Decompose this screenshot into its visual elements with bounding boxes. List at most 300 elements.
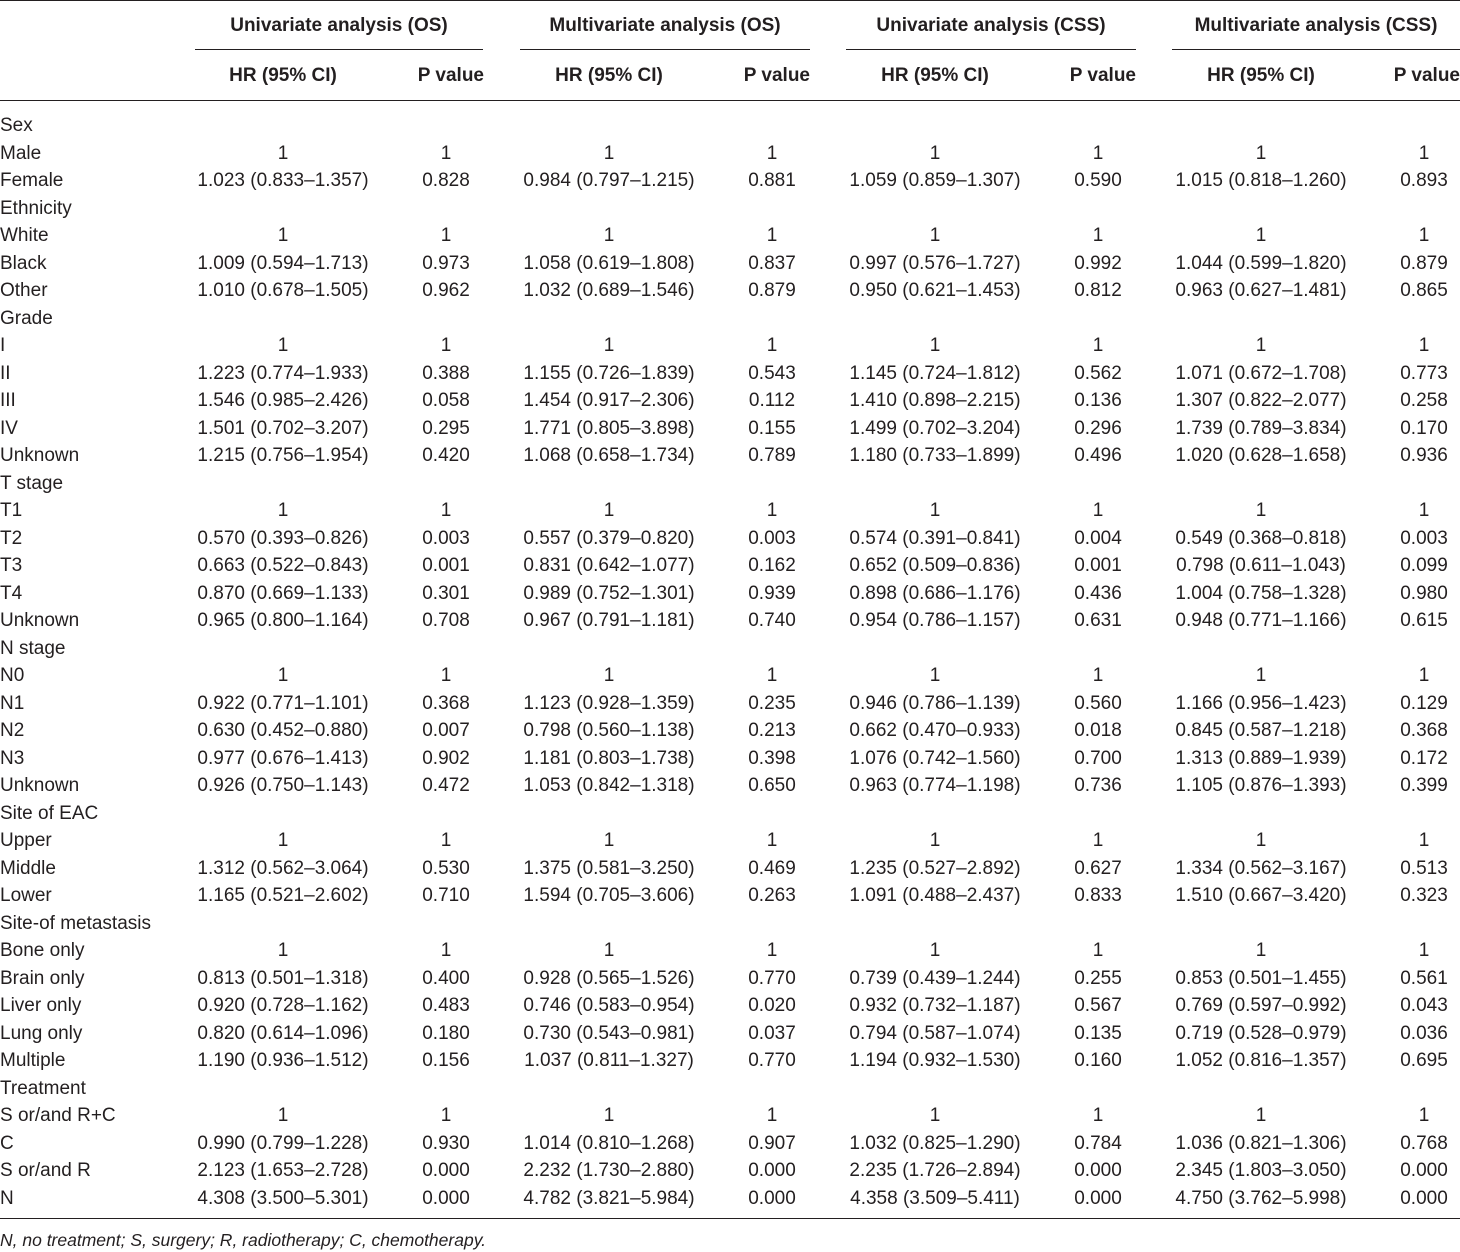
- table-row: [0, 497, 1460, 525]
- p-value-cell: 0.323: [1400, 885, 1448, 906]
- p-value-cell: 1: [440, 335, 452, 356]
- hr-cell: 1.194 (0.932–1.530): [849, 1050, 1021, 1071]
- p-value-cell: 0.388: [422, 362, 470, 384]
- row-label: Unknown: [0, 610, 80, 631]
- p-value-cell: 1: [440, 142, 452, 164]
- p-value-cell: 0.398: [748, 747, 796, 769]
- col-header-hr-2: HR (95% CI): [555, 65, 663, 86]
- hr-cell: 1: [1255, 1105, 1267, 1126]
- row-label: Upper: [0, 830, 52, 851]
- p-value-cell: 0.837: [748, 252, 796, 274]
- p-value-cell: 0.562: [1074, 362, 1122, 384]
- section-row: [0, 910, 1460, 938]
- hr-cell: 1.032 (0.825–1.290): [849, 1132, 1021, 1154]
- group-underline-multivariate-css: [1172, 49, 1460, 50]
- p-value-cell: 0.001: [1074, 555, 1122, 576]
- table-footnote: N, no treatment; S, surgery; R, radiotherapy; C, chemotherapy.: [0, 1230, 487, 1250]
- p-value-cell: 0.129: [1400, 692, 1448, 714]
- p-value-cell: 0.590: [1074, 170, 1122, 191]
- p-value-cell: 0.399: [1400, 775, 1448, 796]
- hr-cell: 1.023 (0.833–1.357): [197, 170, 369, 191]
- hr-cell: 1.010 (0.678–1.505): [197, 280, 369, 301]
- row-label: Black: [0, 252, 47, 274]
- p-value-cell: 1: [1418, 500, 1430, 521]
- hr-cell: 1: [603, 142, 615, 164]
- group-underline-univariate-os: [195, 49, 483, 50]
- p-value-cell: 1: [1418, 1105, 1430, 1126]
- p-value-cell: 0.172: [1400, 747, 1448, 769]
- hr-cell: 4.750 (3.762–5.998): [1175, 1187, 1347, 1209]
- table-row: [0, 882, 1460, 910]
- hr-cell: 0.984 (0.797–1.215): [523, 170, 695, 191]
- hr-cell: 1.058 (0.619–1.808): [523, 252, 695, 274]
- table-row: [0, 937, 1460, 965]
- table-row: [0, 580, 1460, 608]
- hr-cell: 1: [929, 940, 941, 961]
- p-value-cell: 0.812: [1074, 280, 1122, 301]
- row-label: White: [0, 225, 49, 246]
- hr-cell: 1.307 (0.822–2.077): [1175, 390, 1347, 411]
- p-value-cell: 0.301: [422, 582, 470, 604]
- hr-cell: 1: [1255, 665, 1267, 686]
- hr-cell: 0.746 (0.583–0.954): [523, 995, 695, 1016]
- p-value-cell: 1: [1418, 142, 1430, 164]
- hr-cell: 0.965 (0.800–1.164): [197, 610, 369, 631]
- row-label: Middle: [0, 857, 56, 879]
- hr-cell: 1.223 (0.774–1.933): [197, 362, 369, 384]
- hr-cell: 0.989 (0.752–1.301): [523, 582, 695, 604]
- hr-cell: 1.032 (0.689–1.546): [523, 280, 695, 301]
- row-label: Other: [0, 280, 48, 301]
- section-label: Treatment: [0, 1077, 86, 1099]
- table-row: [0, 662, 1460, 690]
- hr-cell: 0.813 (0.501–1.318): [197, 967, 369, 989]
- hr-cell: 2.235 (1.726–2.894): [849, 1160, 1021, 1181]
- row-label: III: [0, 390, 16, 411]
- hr-cell: 1: [603, 335, 615, 356]
- p-value-cell: 0.368: [422, 692, 470, 714]
- hr-cell: 1.739 (0.789–3.834): [1175, 417, 1347, 439]
- p-value-cell: 0.530: [422, 857, 470, 879]
- hr-cell: 0.963 (0.774–1.198): [849, 775, 1021, 796]
- p-value-cell: 0.000: [422, 1160, 470, 1181]
- p-value-cell: 1: [766, 500, 778, 521]
- table-row: [0, 332, 1460, 360]
- table-row: [0, 1157, 1460, 1185]
- p-value-cell: 1: [1418, 225, 1430, 246]
- row-label: Unknown: [0, 775, 80, 796]
- hr-cell: 1: [277, 830, 289, 851]
- hr-cell: 1.052 (0.816–1.357): [1175, 1050, 1347, 1071]
- hr-cell: 1.145 (0.724–1.812): [849, 362, 1021, 384]
- section-row: [0, 112, 1460, 140]
- hr-cell: 1: [603, 665, 615, 686]
- hr-cell: 1.105 (0.876–1.393): [1175, 775, 1347, 796]
- p-value-cell: 0.879: [748, 280, 796, 301]
- row-label: Male: [0, 142, 42, 164]
- p-value-cell: 1: [440, 940, 452, 961]
- p-value-cell: 0.561: [1400, 967, 1448, 989]
- p-value-cell: 0.036: [1400, 1022, 1448, 1044]
- p-value-cell: 0.235: [748, 692, 796, 714]
- col-header-p-1: P value: [417, 65, 484, 86]
- p-value-cell: 1: [766, 665, 778, 686]
- hr-cell: 0.977 (0.676–1.413): [197, 747, 369, 769]
- col-header-hr-3: HR (95% CI): [881, 65, 989, 86]
- table-row: [0, 222, 1460, 250]
- p-value-cell: 0.710: [422, 885, 470, 906]
- section-row: [0, 800, 1460, 828]
- table-row: [0, 525, 1460, 553]
- hr-cell: 0.898 (0.686–1.176): [849, 582, 1021, 604]
- table-top-rule: [0, 0, 1460, 1]
- hr-cell: 1.091 (0.488–2.437): [849, 885, 1021, 906]
- col-header-hr-1: HR (95% CI): [229, 65, 337, 86]
- p-value-cell: 0.007: [422, 720, 470, 741]
- p-value-cell: 0.400: [422, 967, 470, 989]
- p-value-cell: 0.513: [1400, 857, 1448, 879]
- p-value-cell: 0.700: [1074, 747, 1122, 769]
- p-value-cell: 1: [766, 335, 778, 356]
- table-row: [0, 1102, 1460, 1130]
- hr-cell: 1: [1255, 940, 1267, 961]
- hr-cell: 0.570 (0.393–0.826): [197, 527, 369, 549]
- p-value-cell: 0.902: [422, 747, 470, 769]
- hr-cell: 0.997 (0.576–1.727): [849, 252, 1021, 274]
- hr-cell: 0.928 (0.565–1.526): [523, 967, 695, 989]
- section-row: [0, 635, 1460, 663]
- table-row: [0, 140, 1460, 168]
- p-value-cell: 0.708: [422, 610, 470, 631]
- group-header-univariate-os: Univariate analysis (OS): [230, 15, 448, 36]
- row-label: N1: [0, 692, 25, 714]
- row-label: N2: [0, 720, 25, 741]
- hr-cell: 1: [603, 1105, 615, 1126]
- p-value-cell: 1: [1092, 1105, 1104, 1126]
- p-value-cell: 0.543: [748, 362, 796, 384]
- hr-cell: 0.845 (0.587–1.218): [1175, 720, 1347, 741]
- p-value-cell: 0.768: [1400, 1132, 1448, 1154]
- p-value-cell: 0.170: [1400, 417, 1448, 439]
- p-value-cell: 0.483: [422, 995, 470, 1016]
- hr-cell: 1: [603, 940, 615, 961]
- hr-cell: 0.739 (0.439–1.244): [849, 967, 1021, 989]
- p-value-cell: 1: [1418, 335, 1430, 356]
- table-body: [0, 112, 1460, 1212]
- hr-cell: 1.037 (0.811–1.327): [524, 1050, 694, 1071]
- hr-cell: 1: [929, 225, 941, 246]
- hr-cell: 0.794 (0.587–1.074): [849, 1022, 1021, 1044]
- row-label: Lower: [0, 885, 52, 906]
- table-row: [0, 1047, 1460, 1075]
- p-value-cell: 1: [1092, 225, 1104, 246]
- p-value-cell: 0.368: [1400, 720, 1448, 741]
- section-label: Site-of metastasis: [0, 912, 151, 934]
- hr-cell: 0.853 (0.501–1.455): [1175, 967, 1347, 989]
- hr-cell: 1: [929, 1105, 941, 1126]
- table-row: [0, 992, 1460, 1020]
- hr-cell: 1: [603, 500, 615, 521]
- p-value-cell: 0.980: [1400, 582, 1448, 604]
- hr-cell: 0.831 (0.642–1.077): [523, 555, 695, 576]
- section-row: [0, 1075, 1460, 1103]
- hr-cell: 1: [1255, 500, 1267, 521]
- section-label: Ethnicity: [0, 197, 72, 219]
- p-value-cell: 1: [1418, 830, 1430, 851]
- hr-cell: 0.990 (0.799–1.228): [197, 1132, 369, 1154]
- hr-cell: 1: [277, 500, 289, 521]
- hr-cell: 1.215 (0.756–1.954): [197, 445, 369, 466]
- p-value-cell: 0.420: [422, 445, 470, 466]
- p-value-cell: 0.865: [1400, 280, 1448, 301]
- section-label: Sex: [0, 115, 33, 136]
- p-value-cell: 0.469: [748, 857, 796, 879]
- hr-cell: 1: [929, 500, 941, 521]
- hr-cell: 0.730 (0.543–0.981): [523, 1022, 695, 1044]
- hr-cell: 4.358 (3.509–5.411): [850, 1187, 1020, 1209]
- p-value-cell: 0.001: [422, 555, 470, 576]
- p-value-cell: 1: [1092, 142, 1104, 164]
- row-label: S or/and R: [0, 1160, 91, 1181]
- table-row: [0, 717, 1460, 745]
- p-value-cell: 0.615: [1400, 610, 1448, 631]
- p-value-cell: 0.939: [748, 582, 796, 604]
- group-header-multivariate-os: Multivariate analysis (OS): [549, 15, 781, 36]
- p-value-cell: 0.000: [422, 1187, 470, 1209]
- row-label: T4: [0, 582, 23, 604]
- p-value-cell: 0.255: [1074, 967, 1122, 989]
- p-value-cell: 0.258: [1400, 390, 1448, 411]
- hr-cell: 4.782 (3.821–5.984): [523, 1187, 695, 1209]
- section-row: [0, 305, 1460, 333]
- col-header-p-4: P value: [1393, 65, 1460, 86]
- row-label: Bone only: [0, 940, 85, 961]
- hr-cell: 1.510 (0.667–3.420): [1175, 885, 1347, 906]
- p-value-cell: 0.736: [1074, 775, 1122, 796]
- hr-cell: 0.870 (0.669–1.133): [197, 582, 369, 604]
- p-value-cell: 0.973: [422, 252, 470, 274]
- p-value-cell: 0.043: [1400, 995, 1448, 1016]
- p-value-cell: 0.000: [1400, 1160, 1448, 1181]
- row-label: Lung only: [0, 1022, 83, 1044]
- row-label: N0: [0, 665, 25, 686]
- col-header-p-3: P value: [1069, 65, 1136, 86]
- section-label: N stage: [0, 637, 66, 659]
- p-value-cell: 0.770: [748, 1050, 796, 1071]
- hr-cell: 0.922 (0.771–1.101): [197, 692, 369, 714]
- hr-cell: 1.313 (0.889–1.939): [1175, 747, 1347, 769]
- p-value-cell: 0.773: [1400, 362, 1448, 384]
- p-value-cell: 0.879: [1400, 252, 1448, 274]
- hr-cell: 1: [929, 142, 941, 164]
- hr-cell: 1.059 (0.859–1.307): [849, 170, 1021, 191]
- hr-cell: 1: [1255, 830, 1267, 851]
- p-value-cell: 0.000: [1400, 1187, 1448, 1209]
- p-value-cell: 1: [766, 225, 778, 246]
- hr-cell: 0.574 (0.391–0.841): [849, 527, 1021, 549]
- hr-cell: 1: [1255, 142, 1267, 164]
- p-value-cell: 0.740: [748, 610, 796, 631]
- hr-cell: 1: [603, 225, 615, 246]
- hr-cell: 1.044 (0.599–1.820): [1175, 252, 1347, 274]
- hr-cell: 1.009 (0.594–1.713): [197, 252, 369, 274]
- p-value-cell: 0.472: [422, 775, 470, 796]
- hr-cell: 1: [929, 830, 941, 851]
- hr-cell: 1: [603, 830, 615, 851]
- hr-cell: 0.557 (0.379–0.820): [523, 527, 695, 549]
- hr-cell: 2.345 (1.803–3.050): [1175, 1160, 1347, 1181]
- p-value-cell: 0.627: [1074, 857, 1122, 879]
- p-value-cell: 0.893: [1400, 170, 1448, 191]
- table-bottom-rule: [0, 1218, 1460, 1219]
- p-value-cell: 0.155: [748, 417, 796, 439]
- hr-cell: 1.501 (0.702–3.207): [197, 417, 369, 439]
- hr-cell: 1.546 (0.985–2.426): [197, 390, 369, 411]
- p-value-cell: 0.695: [1400, 1050, 1448, 1071]
- p-value-cell: 0.789: [748, 445, 796, 466]
- hr-cell: 1.014 (0.810–1.268): [523, 1132, 695, 1154]
- row-label: Unknown: [0, 445, 80, 466]
- p-value-cell: 0.496: [1074, 445, 1122, 466]
- hr-cell: 1.123 (0.928–1.359): [523, 692, 695, 714]
- col-header-hr-4: HR (95% CI): [1207, 65, 1315, 86]
- p-value-cell: 0.037: [748, 1022, 796, 1044]
- p-value-cell: 0.162: [748, 555, 796, 576]
- row-label: T2: [0, 527, 23, 549]
- p-value-cell: 0.930: [422, 1132, 470, 1154]
- row-label: C: [0, 1132, 14, 1154]
- table-row: [0, 415, 1460, 443]
- hr-cell: 1.334 (0.562–3.167): [1175, 857, 1347, 879]
- p-value-cell: 0.936: [1400, 445, 1448, 466]
- hr-cell: 1: [277, 1105, 289, 1126]
- row-label: T1: [0, 500, 23, 521]
- hr-cell: 1.375 (0.581–3.250): [523, 857, 695, 879]
- p-value-cell: 1: [1418, 940, 1430, 961]
- hr-cell: 1: [1255, 335, 1267, 356]
- row-label: T3: [0, 555, 23, 576]
- hr-cell: 1.181 (0.803–1.738): [523, 747, 695, 769]
- hr-cell: 1.180 (0.733–1.899): [849, 445, 1021, 466]
- col-header-p-2: P value: [743, 65, 810, 86]
- row-label: N: [0, 1187, 14, 1209]
- row-label: Brain only: [0, 967, 85, 989]
- hr-cell: 1.155 (0.726–1.839): [523, 362, 695, 384]
- hr-cell: 2.232 (1.730–2.880): [523, 1160, 695, 1181]
- hr-cell: 1.410 (0.898–2.215): [849, 390, 1021, 411]
- hr-cell: 0.662 (0.470–0.933): [849, 720, 1021, 741]
- p-value-cell: 1: [766, 142, 778, 164]
- p-value-cell: 0.828: [422, 170, 470, 191]
- p-value-cell: 0.136: [1074, 390, 1122, 411]
- hr-cell: 0.630 (0.452–0.880): [197, 720, 369, 741]
- hr-cell: 0.920 (0.728–1.162): [197, 995, 369, 1016]
- hr-cell: 1.771 (0.805–3.898): [523, 417, 695, 439]
- hr-cell: 1.499 (0.702–3.204): [849, 417, 1021, 439]
- hr-cell: 1: [277, 665, 289, 686]
- row-label: II: [0, 362, 11, 384]
- p-value-cell: 0.650: [748, 775, 796, 796]
- header-bottom-rule: [0, 100, 1460, 101]
- hr-cell: 1.166 (0.956–1.423): [1175, 692, 1347, 714]
- p-value-cell: 1: [1092, 335, 1104, 356]
- p-value-cell: 1: [1092, 940, 1104, 961]
- p-value-cell: 0.004: [1074, 527, 1122, 549]
- p-value-cell: 0.296: [1074, 417, 1122, 439]
- section-label: T stage: [0, 472, 64, 494]
- hr-cell: 1.015 (0.818–1.260): [1175, 170, 1347, 191]
- row-label: Multiple: [0, 1050, 66, 1071]
- table-row: [0, 827, 1460, 855]
- p-value-cell: 0.099: [1400, 555, 1448, 576]
- group-header-multivariate-css: Multivariate analysis (CSS): [1194, 15, 1438, 36]
- p-value-cell: 0.135: [1074, 1022, 1122, 1044]
- p-value-cell: 0.784: [1074, 1132, 1122, 1154]
- p-value-cell: 1: [766, 1105, 778, 1126]
- hr-cell: 1: [1255, 225, 1267, 246]
- hr-cell: 1.020 (0.628–1.658): [1175, 445, 1347, 466]
- hr-cell: 0.663 (0.522–0.843): [197, 555, 369, 576]
- p-value-cell: 0.567: [1074, 995, 1122, 1016]
- p-value-cell: 0.003: [422, 527, 470, 549]
- hr-cell: 0.950 (0.621–1.453): [849, 280, 1021, 301]
- hr-cell: 4.308 (3.500–5.301): [197, 1187, 369, 1209]
- hr-cell: 1.312 (0.562–3.064): [197, 857, 369, 879]
- table-row: [0, 277, 1460, 305]
- group-header-univariate-css: Univariate analysis (CSS): [876, 15, 1106, 36]
- hr-cell: 1.165 (0.521–2.602): [197, 885, 369, 906]
- hr-cell: 0.954 (0.786–1.157): [849, 610, 1021, 631]
- p-value-cell: 0.992: [1074, 252, 1122, 274]
- p-value-cell: 0.560: [1074, 692, 1122, 714]
- p-value-cell: 0.180: [422, 1022, 470, 1044]
- hr-cell: 2.123 (1.653–2.728): [197, 1160, 369, 1181]
- p-value-cell: 0.000: [748, 1187, 796, 1209]
- section-label: Site of EAC: [0, 802, 99, 824]
- hr-cell: 0.769 (0.597–0.992): [1175, 995, 1347, 1016]
- hr-cell: 0.963 (0.627–1.481): [1175, 280, 1347, 301]
- hr-cell: 1: [277, 335, 289, 356]
- hr-cell: 0.948 (0.771–1.166): [1175, 610, 1347, 631]
- table-row: [0, 552, 1460, 580]
- p-value-cell: 0.000: [1074, 1160, 1122, 1181]
- p-value-cell: 1: [766, 940, 778, 961]
- p-value-cell: 0.770: [748, 967, 796, 989]
- p-value-cell: 0.631: [1074, 610, 1122, 631]
- p-value-cell: 0.003: [748, 527, 796, 549]
- p-value-cell: 0.962: [422, 280, 470, 301]
- table-row: [0, 607, 1460, 635]
- table-row: [0, 442, 1460, 470]
- table-row: [0, 387, 1460, 415]
- table-row: [0, 745, 1460, 773]
- table-row: [0, 167, 1460, 195]
- table-row: [0, 1185, 1460, 1213]
- row-label: Liver only: [0, 995, 82, 1016]
- section-row: [0, 470, 1460, 498]
- p-value-cell: 1: [1092, 500, 1104, 521]
- hr-cell: 1.454 (0.917–2.306): [523, 390, 695, 411]
- table-row: [0, 855, 1460, 883]
- p-value-cell: 0.881: [748, 170, 796, 191]
- p-value-cell: 1: [440, 500, 452, 521]
- p-value-cell: 0.160: [1074, 1050, 1122, 1071]
- hr-cell: 1: [929, 335, 941, 356]
- hr-cell: 0.798 (0.560–1.138): [523, 720, 695, 741]
- hr-cell: 1: [277, 142, 289, 164]
- row-label: IV: [0, 417, 18, 439]
- hr-cell: 1.068 (0.658–1.734): [523, 445, 695, 466]
